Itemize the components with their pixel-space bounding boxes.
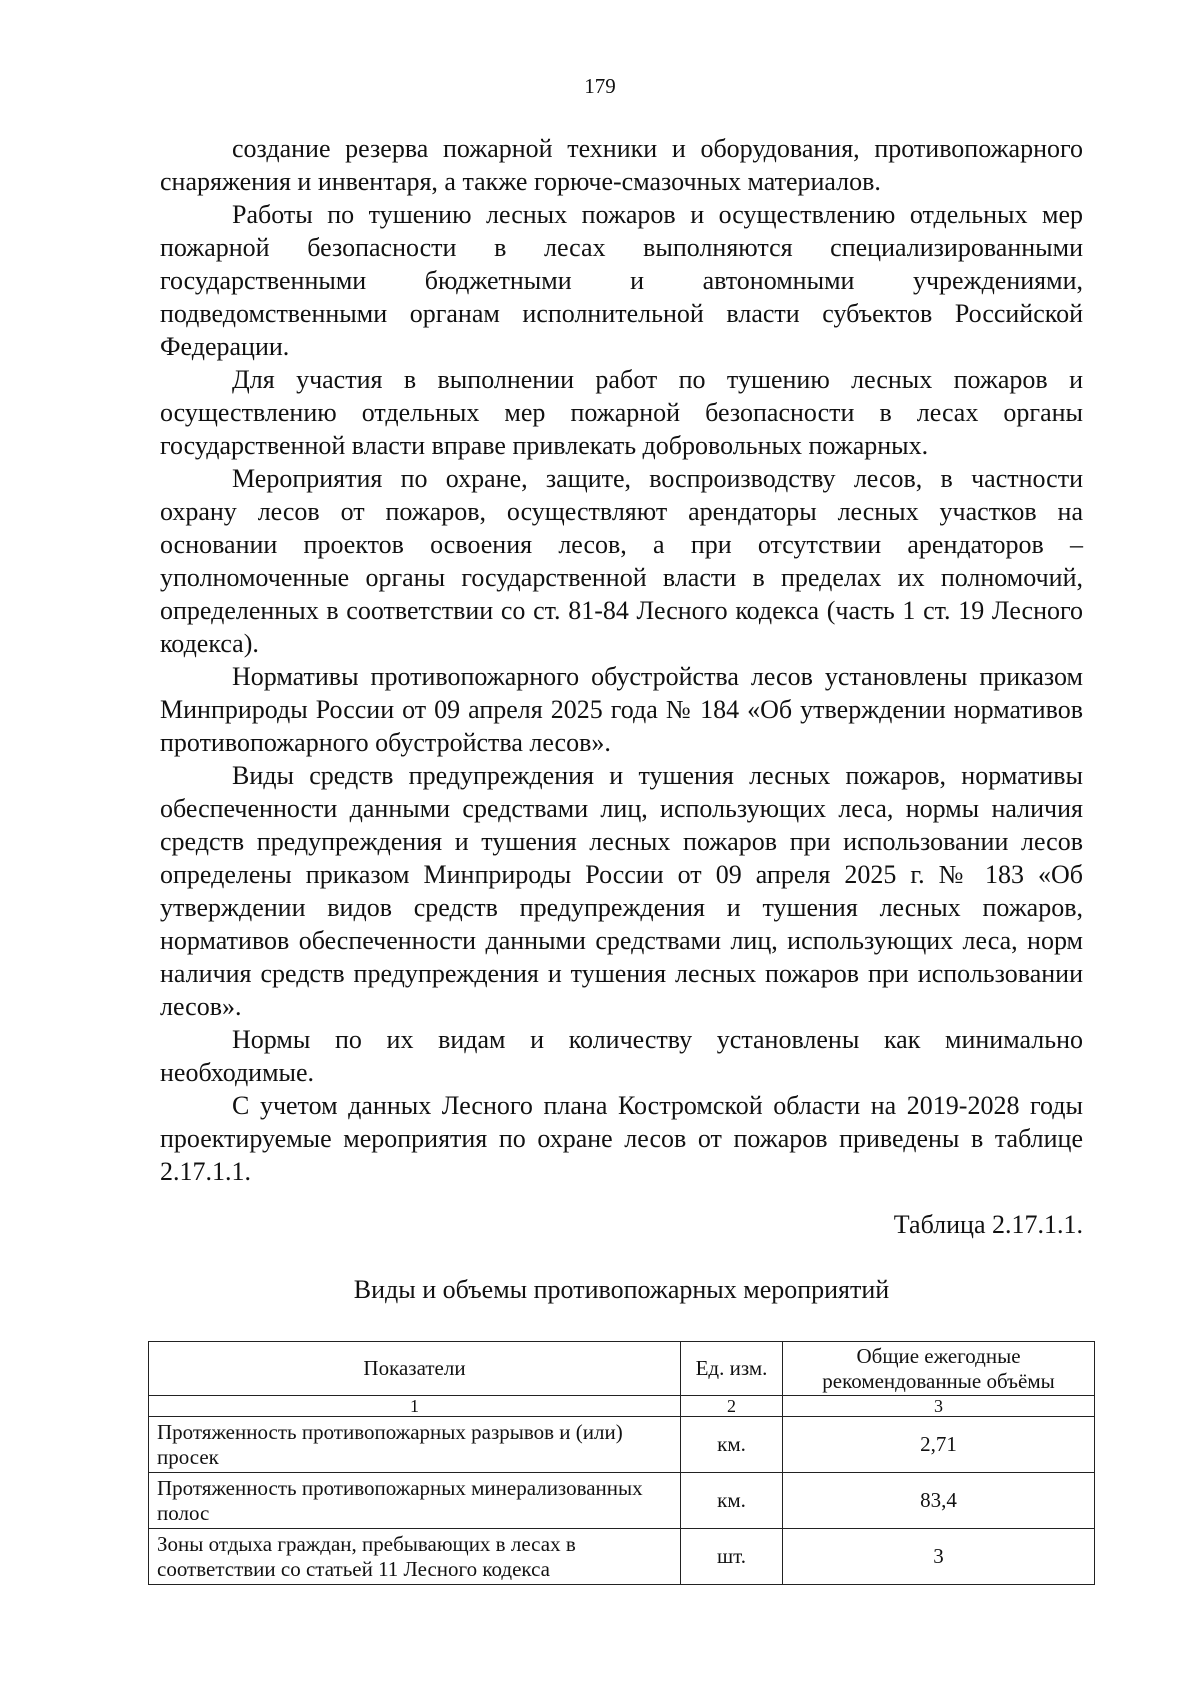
- table-cell-indicator: Протяженность противопожарных разрывов и (или) просек: [149, 1417, 681, 1473]
- table-cell-unit: км.: [681, 1473, 783, 1529]
- table-title: Виды и объемы противопожарных мероприятий: [353, 1275, 890, 1304]
- header-unit: Ед. изм.: [681, 1342, 783, 1396]
- paragraph: Для участия в выполнении работ по тушению лесных пожаров и осуществлению отдельных мер пожарной безопасности в лесах органы государственной власти вправе привлекать добровольных пожарных.: [160, 365, 1083, 460]
- paragraph: Работы по тушению лесных пожаров и осуществлению отдельных мер пожарной безопасности в лесах выполняются специализированными государственными бюджетными и автономными учреждениями, подведомственными органам исполнительной власти субъектов Российской Федерации.: [160, 200, 1083, 361]
- paragraph: Нормы по их видам и количеству установлены как минимально необходимые.: [160, 1025, 1083, 1087]
- table-header-row: [149, 1342, 1095, 1396]
- table-cell-unit: км.: [681, 1417, 783, 1473]
- column-number: 2: [681, 1396, 783, 1417]
- header-indicators: Показатели: [149, 1342, 681, 1396]
- table-cell-indicator: Зоны отдыха граждан, пребывающих в лесах в соответствии со статьей 11 Лесного кодекса: [149, 1529, 681, 1585]
- paragraph: С учетом данных Лесного плана Костромской области на 2019-2028 годы проектируемые мероприятия по охране лесов от пожаров приведены в таблице 2.17.1.1.: [160, 1091, 1083, 1186]
- table-column-numbers-row: [149, 1396, 1095, 1417]
- table-cell-value: 83,4: [783, 1473, 1095, 1529]
- table-label: Таблица 2.17.1.1.: [893, 1210, 1083, 1239]
- paragraph: Нормативы противопожарного обустройства лесов установлены приказом Минприроды России от 09 апреля 2025 года № 184 «Об утверждении нормативов противопожарного обустройства лесов».: [160, 662, 1083, 757]
- fire-measures-table: [148, 1341, 1095, 1585]
- table-cell-value: 2,71: [783, 1417, 1095, 1473]
- header-volumes: Общие ежегодные рекомендованные объёмы: [783, 1342, 1095, 1396]
- column-number: 1: [149, 1396, 681, 1417]
- column-number: 3: [783, 1396, 1095, 1417]
- body-text: [160, 132, 1083, 1188]
- table-row: [149, 1417, 1095, 1473]
- table-cell-value: 3: [783, 1529, 1095, 1585]
- table-row: [149, 1473, 1095, 1529]
- table-cell-indicator: Протяженность противопожарных минерализованных полос: [149, 1473, 681, 1529]
- table-row: [149, 1529, 1095, 1585]
- paragraph: создание резерва пожарной техники и оборудования, противопожарного снаряжения и инвентаря, а также горюче-смазочных материалов.: [160, 134, 1083, 196]
- table-cell-unit: шт.: [681, 1529, 783, 1585]
- paragraph: Виды средств предупреждения и тушения лесных пожаров, нормативы обеспеченности данными средствами лиц, использующих леса, нормы наличия средств предупреждения и тушения лесных пожаров при использовании лесов определены приказом Минприроды России от 09 апреля 2025 г. № 183 «Об утверждении видов средств предупреждения и тушения лесных пожаров, нормативов обеспеченности данными средствами лиц, использующих леса, норм наличия средств предупреждения и тушения лесных пожаров при использовании лесов».: [160, 761, 1083, 1021]
- paragraph: Мероприятия по охране, защите, воспроизводству лесов, в частности охрану лесов от пожаров, осуществляют арендаторы лесных участков на основании проектов освоения лесов, а при отсутствии арендаторов – уполномоченные органы государственной власти в пределах их полномочий, определенных в соответствии со ст. 81-84 Лесного кодекса (часть 1 ст. 19 Лесного кодекса).: [160, 464, 1083, 658]
- page-number: 179: [584, 74, 616, 98]
